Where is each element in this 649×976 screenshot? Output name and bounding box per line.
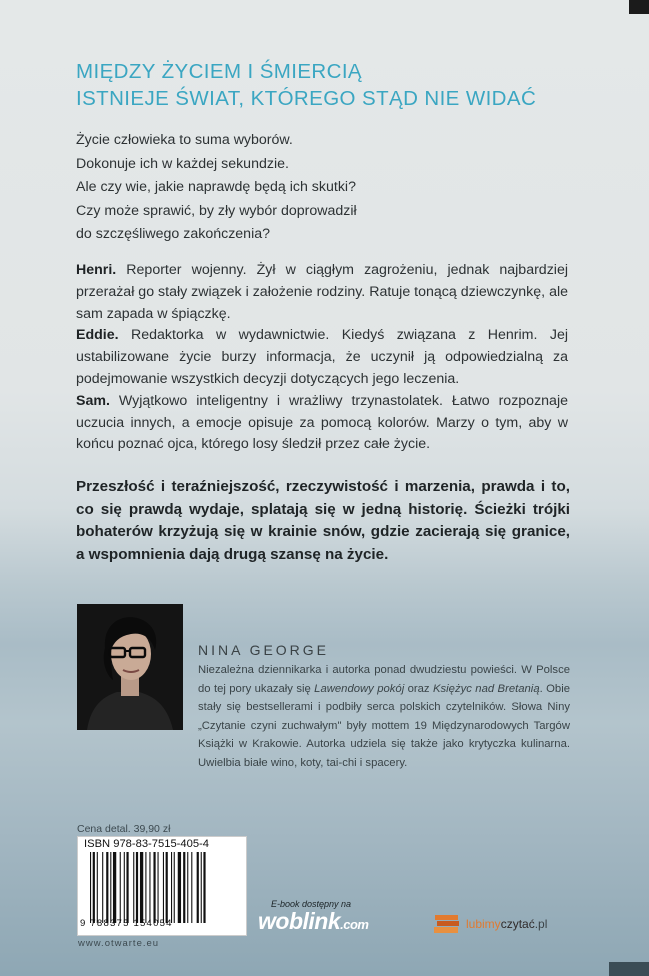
character-name: Eddie.	[76, 327, 119, 344]
author-bio: Niezależna dziennikarka i autorka ponad dwudziestu powieści. W Polsce do tej pory ukazały się Lawendowy pokój oraz Księżyc nad Bretanią. Obie stały się bestsellerami i podbiły serca polskich czytelników. Słowa Niny „Czytanie czyni zuchwałym" były mottem 19 Międzynarodowych Targów Książki w Krakowie. Autorka udziela się także jako krytyczka kulinarna. Uwielbia białe wino, koty, tai-chi i spacery.	[198, 664, 570, 769]
woblink-logo[interactable]: woblink.com	[258, 908, 369, 934]
publisher-website[interactable]: www.otwarte.eu	[78, 938, 160, 949]
corner-shadow	[629, 0, 649, 14]
character-description: Wyjątkowo inteligentny i wrażliwy trzynastolatek. Łatwo rozpoznaje uczucia innych, a emocje opisuje za pomocą kolorów. Marzy o tym, aby w końcu poznać ojca, którego losy śledził przez całe życie.	[76, 392, 568, 453]
books-stack-icon	[433, 912, 461, 936]
character-description: Reporter wojenny. Żył w ciągłym zagrożeniu, jednak najbardziej przerażał go stały związek i założenie rodziny. Ratuje tonącą dziewczynkę, ale sam zapada w śpiączkę.	[76, 262, 568, 322]
barcode-digits: 9 788375 154054	[80, 918, 173, 929]
author-photo	[77, 604, 183, 730]
characters-section	[76, 260, 568, 456]
character-eddie	[76, 325, 568, 390]
intro-line: Życie człowieka to suma wyborów.	[76, 132, 293, 148]
intro-line: Dokonuje ich w każdej sekundzie.	[76, 155, 289, 172]
intro-text	[76, 129, 357, 247]
ebook-label: E-book dostępny na	[271, 899, 352, 909]
intro-line: Ale czy wie, jakie naprawdę będą ich skutki?	[76, 179, 356, 195]
intro-line: Czy może sprawić, by zły wybór doprowadził	[76, 202, 357, 219]
barcode	[77, 836, 247, 936]
corner-shadow-bottom	[609, 962, 649, 976]
book-title: Księżyc nad Bretanią	[432, 682, 540, 695]
summary-paragraph: Przeszłość i teraźniejszość, rzeczywistość i marzenia, prawda i to, co się prawdą wydaje, splatają się w jedną historię. Ścieżki trójki bohaterów krzyżują się w krainie snów, gdzie zacierają się granice, a wspomnienia dają drugą szansę na życie.	[76, 478, 570, 563]
character-sam	[76, 391, 568, 456]
headline-line-1: MIĘDZY ŻYCIEM I ŚMIERCIĄ	[76, 60, 362, 83]
character-henri	[76, 260, 568, 325]
book-title: Lawendowy pokój	[314, 682, 405, 695]
price-label: Cena detal. 39,90 zł	[77, 823, 171, 835]
intro-line: do szczęśliwego zakończenia?	[76, 226, 271, 242]
author-name: NINA GEORGE	[198, 642, 330, 658]
barcode-bars-icon	[90, 852, 240, 923]
lubimyczytac-logo[interactable]: lubimyczytać.pl	[466, 917, 548, 931]
headline	[76, 58, 536, 112]
headline-line-2: ISTNIEJE ŚWIAT, KTÓREGO STĄD NIE WIDAĆ	[76, 87, 537, 110]
character-name: Henri.	[76, 262, 117, 278]
author-portrait-icon	[77, 604, 183, 730]
isbn-number: ISBN 978-83-7515-405-4	[84, 838, 210, 850]
character-description: Redaktorka w wydawnictwie. Kiedyś związana z Henrim. Jej ustabilizowane życie burzy informacja, że uczynił ją odpowiedzialną za podejmowanie wszystkich decyzji dotyczących jego leczenia.	[76, 327, 568, 387]
character-name: Sam.	[76, 392, 110, 409]
